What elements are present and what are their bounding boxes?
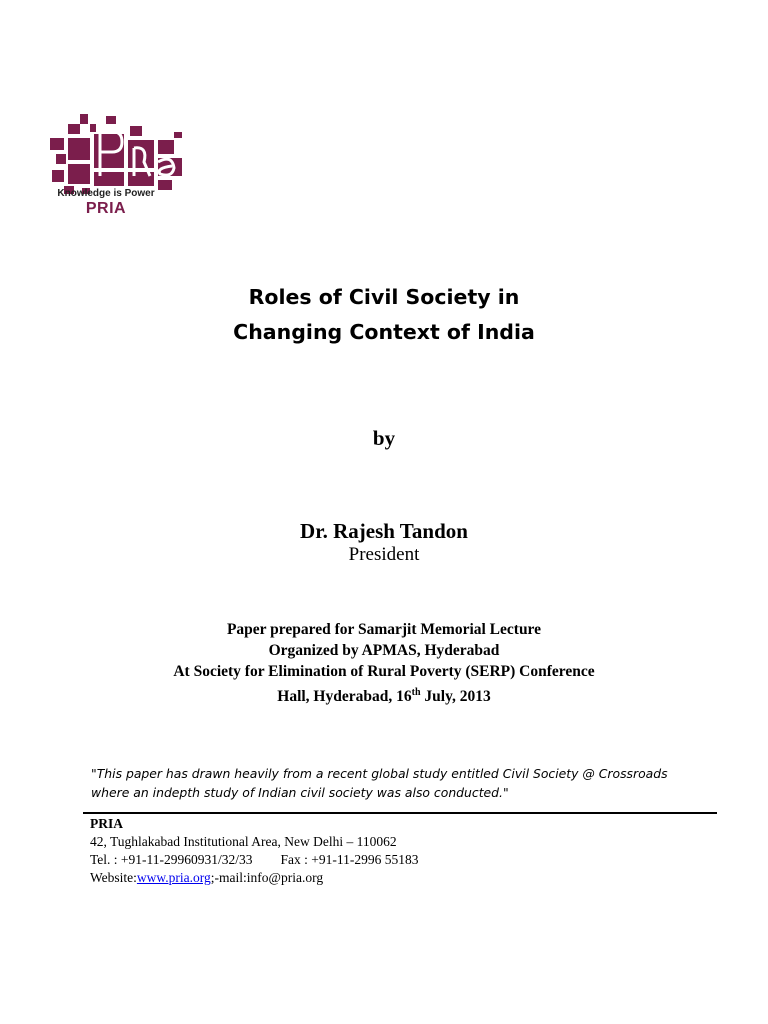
document-title-line-1: Roles of Civil Society in [248, 285, 520, 309]
footer-divider [83, 812, 717, 814]
pria-logo [46, 112, 186, 222]
footer-address: 42, Tughlakabad Institutional Area, New Delhi – 110062 [90, 834, 397, 849]
paper-info-date-rest: July, 2013 [420, 688, 491, 706]
logo-brand: PRIA [85, 200, 127, 217]
author-role: President [348, 544, 420, 565]
paper-info-date-prefix: Hall, Hyderabad, 16 [277, 688, 412, 706]
paper-info-line-3: At Society for Elimination of Rural Poverty (SERP) Conference [173, 663, 595, 680]
footer-fax: Fax : +91-11-2996 55183 [280, 852, 419, 867]
paper-info-line-1: Paper prepared for Samarjit Memorial Lecture [226, 621, 542, 638]
footer-phone-fax [90, 851, 730, 869]
footer-contact [90, 815, 730, 887]
footer-tel: Tel. : +91-11-29960931/32/33 [90, 852, 253, 867]
source-note [91, 764, 731, 802]
footer-web-mail [90, 869, 730, 887]
paper-info-line-4 [0, 682, 768, 707]
paper-info [0, 619, 768, 707]
logo-tagline: Knowledge is Power [57, 188, 155, 199]
footer-website-label: Website: [90, 870, 137, 885]
paper-info-date-suffix: th [411, 687, 421, 698]
source-note-line-1: "This paper has drawn heavily from a recent global study entitled Civil Society @ Crossroads [91, 766, 668, 781]
footer-email: ;-mail:info@pria.org [210, 870, 324, 885]
footer-org: PRIA [90, 816, 123, 831]
author-name: Dr. Rajesh Tandon [300, 519, 468, 543]
paper-info-line-2: Organized by APMAS, Hyderabad [268, 642, 500, 659]
document-title-line-2: Changing Context of India [233, 320, 535, 344]
website-link[interactable]: www.pria.org [136, 870, 211, 885]
by-label: by [372, 426, 396, 450]
source-note-line-2: where an indepth study of Indian civil society was also conducted." [91, 785, 509, 800]
